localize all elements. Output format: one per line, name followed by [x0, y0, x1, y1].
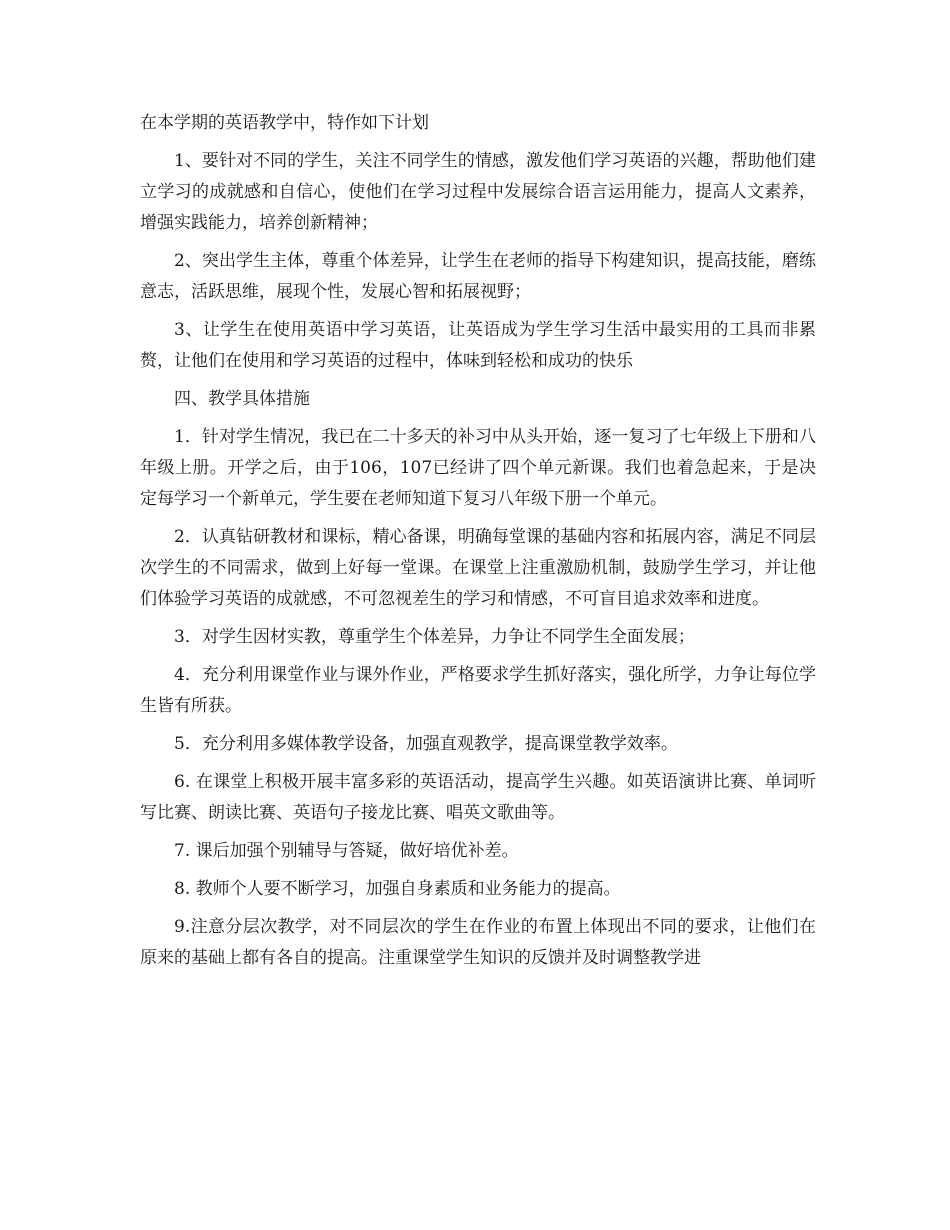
measure-item-6: 6. 在课堂上积极开展丰富多彩的英语活动，提高学生兴趣。如英语演讲比赛、单词听写比赛、朗读比赛、英语句子接龙比赛、唱英文歌曲等。 [140, 772, 816, 823]
plan-item-1: 1、要针对不同的学生，关注不同学生的情感，激发他们学习英语的兴趣，帮助他们建立学习的成就感和自信心，使他们在学习过程中发展综合语言运用能力，提高人文素养，增强实践能力，培养创新精神； [140, 151, 816, 233]
measure-item-3: 3．对学生因材实教，尊重学生个体差异，力争让不同学生全面发展； [174, 627, 695, 647]
measure-item-5: 5．充分利用多媒体教学设备，加强直观教学，提高课堂教学效率。 [174, 734, 678, 754]
measure-item-1: 1．针对学生情况，我已在二十多天的补习中从头开始，逐一复习了七年级上下册和八年级上册。开学之后，由于106，107已经讲了四个单元新课。我们也着急起来，于是决定每学习一个新单元，学生要在老师知道下复习八年级下册一个单元。 [140, 427, 816, 509]
plan-item-2: 2、突出学生主体，尊重个体差异，让学生在老师的指导下构建知识，提高技能，磨练意志，活跃思维，展现个性，发展心智和拓展视野； [140, 251, 816, 302]
measure-item-7: 7. 课后加强个别辅导与答疑，做好培优补差。 [174, 841, 519, 861]
intro-paragraph: 在本学期的英语教学中，特作如下计划 [140, 113, 429, 133]
measure-item-8: 8. 教师个人要不断学习，加强自身素质和业务能力的提高。 [174, 879, 621, 899]
plan-item-3: 3、让学生在使用英语中学习英语，让英语成为学生学习生活中最实用的工具而非累赘，让他们在使用和学习英语的过程中，体味到轻松和成功的快乐 [140, 320, 816, 371]
measure-item-2: 2．认真钻研教材和课标，精心备课，明确每堂课的基础内容和拓展内容，满足不同层次学生的不同需求，做到上好每一堂课。在课堂上注重激励机制，鼓励学生学习，并让他们体验学习英语的成就感，不可忽视差生的学习和情感，不可盲目追求效率和进度。 [140, 527, 816, 609]
measure-item-4: 4．充分利用课堂作业与课外作业，严格要求学生抓好落实，强化所学，力争让每位学生皆有所获。 [140, 665, 816, 716]
measure-item-9: 9.注意分层次教学，对不同层次的学生在作业的布置上体现出不同的要求，让他们在原来的基础上都有各自的提高。注重课堂学生知识的反馈并及时调整教学进 [140, 917, 816, 968]
section-heading: 四、教学具体措施 [174, 389, 310, 409]
document-body [140, 108, 816, 981]
